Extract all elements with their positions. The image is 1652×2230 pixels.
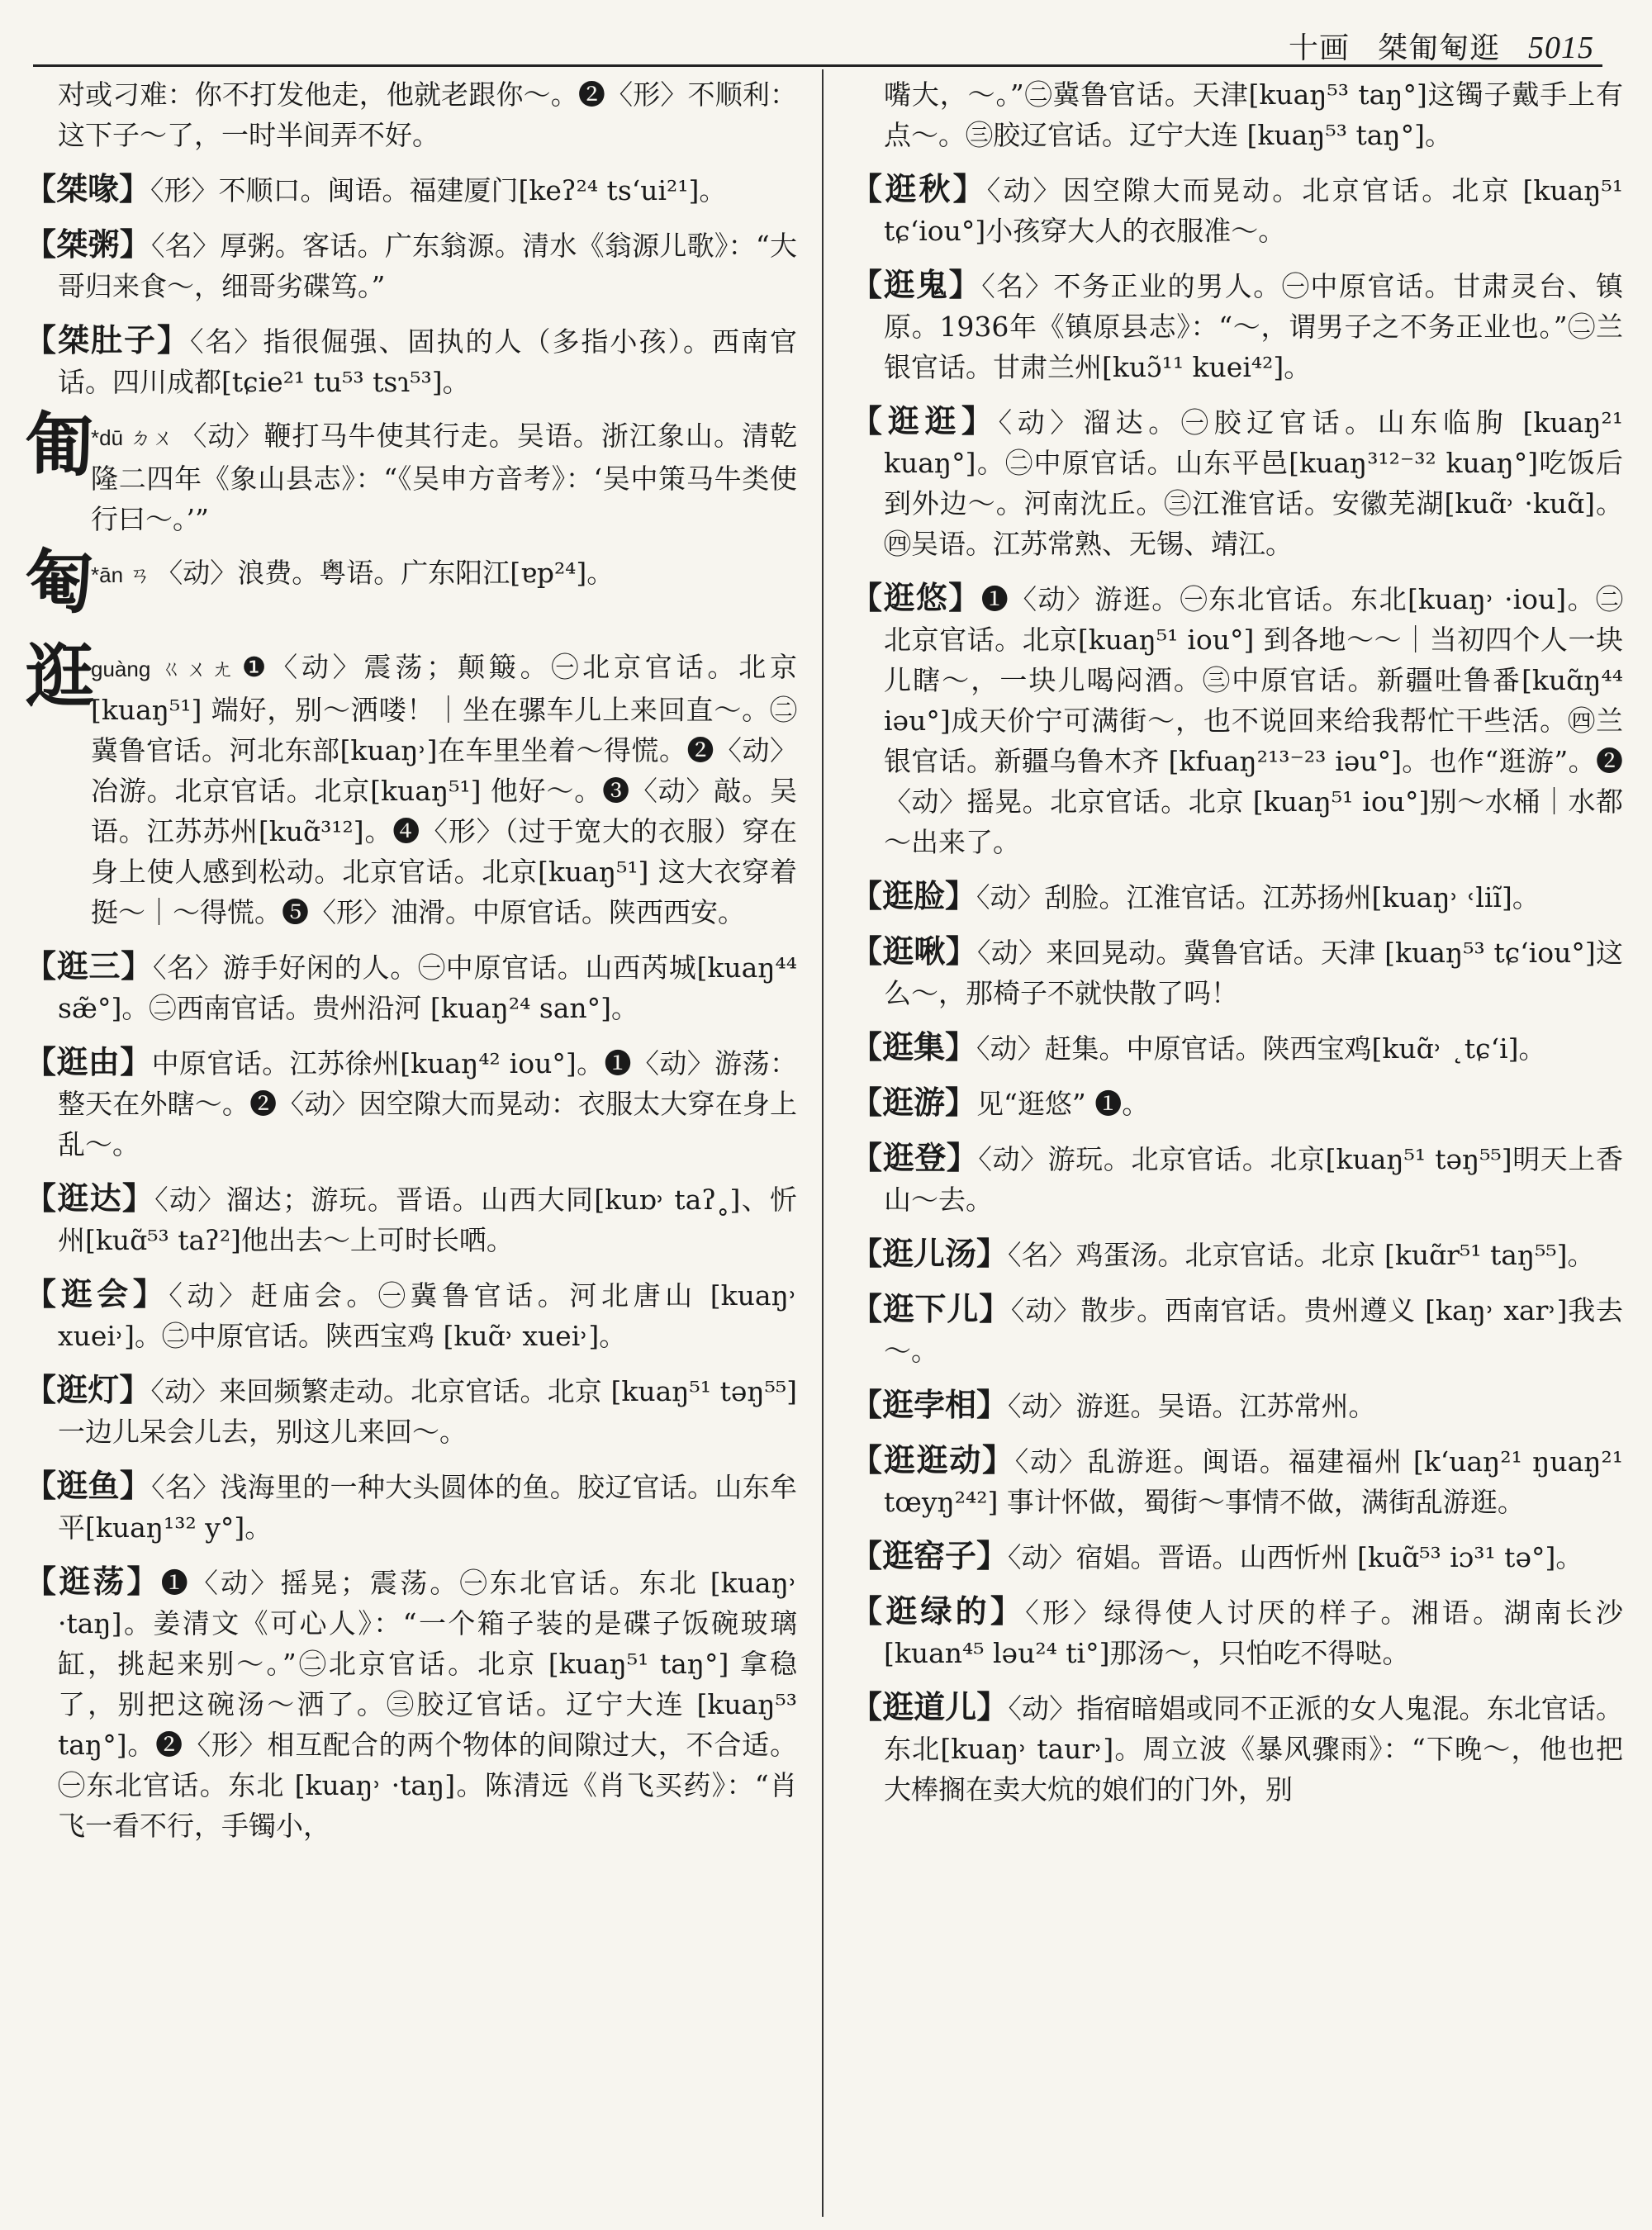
entry-definition: 〈动〉指宿暗娼或同不正派的女人鬼混。东北官话。东北[kuaŋ˒ taur˒]。周立波《暴风骤雨》：“下晚～，他也把大棒搁在卖大炕的娘们的门外，别 xyxy=(884,1692,1623,1805)
entry-headword: 【逛三】 xyxy=(25,947,153,985)
entry-definition: 〈名〉不务正业的男人。㊀中原官话。甘肃灵台、镇原。1936年《镇原县志》：“～，谓男子之不务正业也。”㊁兰银官话。甘肃兰州[kuɔ̃¹¹ kuei⁴²]。 xyxy=(884,270,1623,383)
dictionary-entry xyxy=(25,224,797,306)
dictionary-entry xyxy=(851,1027,1623,1069)
entry-definition: 〈动〉乱游逛。闽语。福建福州 [kʻuaŋ²¹ ŋuaŋ²¹ tœyŋ²⁴²] 事计怀做，蜀街～事情不做，满街乱游逛。 xyxy=(884,1445,1623,1518)
entry-headword: 【逛鱼】 xyxy=(25,1467,152,1504)
entry-definition: 〈动〉散步。西南官话。贵州遵义 [kaŋ˒ xar˒]我去～。 xyxy=(884,1294,1623,1367)
entry-continuation xyxy=(25,74,797,155)
dictionary-entry xyxy=(851,1288,1623,1371)
dictionary-entry xyxy=(851,1137,1623,1220)
entry-definition: 〈动〉鞭打马牛使其行走。吴语。浙江象山。清乾隆二四年《象山县志》：“《吴申方音考》：‘吴中策马牛类使行曰～。’” xyxy=(91,420,797,535)
right-column xyxy=(851,74,1623,2213)
entry-headword: 【逛秋】 xyxy=(851,170,987,207)
entry-definition: 〈形〉绿得使人讨厌的样子。湘语。湖南长沙[kuan⁴⁵ ləu²⁴ ti°]那汤～，只怕吃不得哒。 xyxy=(884,1597,1623,1669)
entry-headword: 【逛登】 xyxy=(851,1139,979,1176)
entry-definition: 〈名〉厚粥。客话。广东翁源。清水《翁源儿歌》：“大哥归来食～，细哥劣碟笃。” xyxy=(58,230,797,302)
entry-definition: 〈动〉游玩。北京官话。北京[kuaŋ⁵¹ təŋ⁵⁵]明天上香山～去。 xyxy=(884,1143,1623,1216)
entry-definition: 对或刁难：你不打发他走，他就老跟你～。❷〈形〉不顺利：这下子～了，一时半间弄不好。 xyxy=(58,78,797,151)
dictionary-entry xyxy=(851,1440,1623,1522)
entry-definition: 见“逛悠” ❶。 xyxy=(976,1088,1150,1120)
entry-definition: 〈形〉不顺口。闽语。福建厦门[keʔ²⁴ tsʻui²¹]。 xyxy=(150,174,727,206)
character-entry xyxy=(25,404,797,539)
entry-definition: 〈动〉游逛。吴语。江苏常州。 xyxy=(1008,1390,1376,1422)
entry-definition: 〈动〉来回频繁走动。北京官话。北京 [kuaŋ⁵¹ təŋ⁵⁵] 一边儿呆会儿去，别这儿来回～。 xyxy=(58,1375,797,1448)
dictionary-entry xyxy=(851,1384,1623,1426)
dictionary-entry xyxy=(25,1041,797,1165)
entry-character: 逛 xyxy=(25,635,95,717)
entry-headword: 【逛逛动】 xyxy=(851,1441,1015,1478)
entry-headword: 【逛荡】 xyxy=(25,1563,161,1600)
entry-headword: 【逛窑子】 xyxy=(851,1537,1009,1574)
entry-headword: 【逛道儿】 xyxy=(851,1688,1009,1725)
entry-definition: 〈动〉宿娼。晋语。山西忻州 [kuɑ̃⁵³ iɔ³¹ tə°]。 xyxy=(1008,1541,1583,1573)
dictionary-entry xyxy=(25,168,797,211)
dictionary-entry xyxy=(851,1082,1623,1124)
page-header xyxy=(33,18,1594,68)
entry-headword: 【逛由】 xyxy=(25,1043,152,1080)
dictionary-entry xyxy=(851,1687,1623,1810)
entry-definition: 〈名〉游手好闲的人。㊀中原官话。山西芮城[kuaŋ⁴⁴ sæ̃°]。㊁西南官话。贵州沿河 [kuaŋ²⁴ san°]。 xyxy=(58,951,797,1024)
entry-headword: 【桀肚子】 xyxy=(25,321,190,358)
dictionary-entry xyxy=(851,577,1623,862)
dictionary-entry xyxy=(851,168,1623,251)
entry-definition: 〈动〉来回晃动。冀鲁官话。天津 [kuaŋ⁵³ tɕʻiou°]这么～，那椅子不就快散了吗！ xyxy=(884,937,1623,1009)
entry-definition: 〈动〉赶庙会。㊀冀鲁官话。河北唐山 [kuaŋ˒ xuei˒]。㊁中原官话。陕西宝鸡 [kuɑ̃˒ xuei˒]。 xyxy=(58,1279,797,1352)
header-rule xyxy=(33,64,1602,67)
entry-definition: ❶〈动〉摇晃；震荡。㊀东北官话。东北 [kuaŋ˒ ·taŋ]。姜清文《可心人》：“一个箱子装的是碟子饭碗玻璃缸，挑起来别～。”㊁北京官话。北京 [kuaŋ⁵¹ taŋ°] 拿稳了，别把这碗汤～洒了。㊂胶辽官话。辽宁大连 [kuaŋ⁵³ taŋ°]。❷〈形〉相互配合的两个物体的间隙过大，不合适。㊀东北官话。东北 [kuaŋ˒ ·taŋ]。陈清远《肖飞买药》：“肖飞一看不行，手镯小， xyxy=(58,1567,797,1842)
dictionary-entry xyxy=(851,1591,1623,1673)
entry-definition: 中原官话。江苏徐州[kuaŋ⁴² iou°]。❶〈动〉游荡：整天在外瞎～。❷〈动〉因空隙大而晃动：衣服太大穿在身上乱～。 xyxy=(58,1047,797,1160)
dictionary-entry xyxy=(25,946,797,1028)
character-entry xyxy=(25,635,797,932)
entry-headword: 【逛游】 xyxy=(851,1084,977,1121)
entry-definition: ❶〈动〉游逛。㊀东北官话。东北[kuaŋ˒ ·iou]。㊁北京官话。北京[kuaŋ⁵¹ iou°] 到各地～～｜当初四个人一块儿瞎～，一块儿喝闷酒。㊂中原官话。新疆吐鲁番[kuɑ̃ŋ⁴⁴ iəu°]成天价宁可满街～，也不说回来给我帮忙干些活。㊃兰银官话。新疆乌鲁木齐 [kfuaŋ²¹³⁻²³ iəu°]。也作“逛游”。❷〈动〉摇晃。北京官话。北京 [kuaŋ⁵¹ iou°]别～水桶｜水都～出来了。 xyxy=(884,583,1623,858)
entry-headword: 【逛啾】 xyxy=(851,932,978,970)
entry-definition: 〈动〉刮脸。江淮官话。江苏扬州[kuaŋ˒ ˓liĩ]。 xyxy=(976,881,1540,913)
entry-continuation xyxy=(851,74,1623,155)
entry-headword: 【逛脸】 xyxy=(851,877,977,914)
entry-definition: 〈动〉浪费。粤语。广东阳江[ɐp²⁴]。 xyxy=(155,557,615,589)
dictionary-entry xyxy=(851,401,1623,564)
entry-headword: 【逛达】 xyxy=(25,1179,155,1217)
left-column xyxy=(25,74,797,2213)
dictionary-entry xyxy=(25,1178,797,1260)
entry-headword: 【逛儿汤】 xyxy=(851,1235,1009,1272)
dictionary-entry xyxy=(25,1465,797,1548)
character-entry xyxy=(25,541,797,633)
entry-definition: 〈动〉因空隙大而晃动。北京官话。北京 [kuaŋ⁵¹ tɕʻiou°]小孩穿大人的衣服准～。 xyxy=(884,174,1623,247)
dictionary-entry xyxy=(25,1369,797,1452)
entry-character: 匎 xyxy=(25,541,95,623)
entry-headword: 【逛鬼】 xyxy=(851,266,982,303)
header-characters: 桀匍匎逛 xyxy=(1377,31,1500,65)
entry-romanization: *dū ㄉㄨ xyxy=(91,425,175,450)
entry-definition: 嘴大，～。”㊁冀鲁官话。天津[kuaŋ⁵³ taŋ°]这镯子戴手上有点～。㊂胶辽官话。辽宁大连 [kuaŋ⁵³ taŋ°]。 xyxy=(884,78,1623,151)
dictionary-entry xyxy=(851,1233,1623,1275)
entry-headword: 【逛集】 xyxy=(851,1028,977,1065)
entry-headword: 【逛孛相】 xyxy=(851,1386,1009,1423)
entry-headword: 【逛逛】 xyxy=(851,402,999,439)
entry-romanization: *ān ㄢ xyxy=(91,562,151,587)
entry-headword: 【逛会】 xyxy=(25,1275,169,1312)
entry-character: 匍 xyxy=(25,404,95,486)
dictionary-entry xyxy=(851,1535,1623,1578)
entry-headword: 【桀粥】 xyxy=(25,225,152,263)
dictionary-entry xyxy=(851,931,1623,1013)
dictionary-entry xyxy=(851,264,1623,387)
header-section: 十画 xyxy=(1288,31,1350,65)
entry-headword: 【逛下儿】 xyxy=(851,1290,1011,1327)
dictionary-entry xyxy=(25,320,797,402)
entry-romanization: guàng ㄍㄨㄤ xyxy=(91,657,237,681)
entry-definition: ❶〈动〉震荡；颠簸。㊀北京官话。北京[kuaŋ⁵¹] 端好，别～洒喽！｜坐在骡车儿上来回直～。㊁冀鲁官话。河北东部[kuaŋ˒]在车里坐着～得慌。❷〈动〉冶游。北京官话。北京[kuaŋ⁵¹] 他好～。❸〈动〉敲。吴语。江苏苏州[kuɑ̃³¹²]。❹〈形〉（过于宽大的衣服）穿在身上使人感到松动。北京官话。北京[kuaŋ⁵¹] 这大衣穿着挺～｜～得慌。❺〈形〉油滑。中原官话。陕西西安。 xyxy=(91,651,797,928)
entry-definition: 〈名〉鸡蛋汤。北京官话。北京 [kuɑ̃r⁵¹ taŋ⁵⁵]。 xyxy=(1008,1239,1595,1271)
header-text xyxy=(1260,25,1594,67)
entry-headword: 【桀喙】 xyxy=(25,170,151,207)
entry-definition: 〈动〉赶集。中原官话。陕西宝鸡[kuɑ̃˒ ˛tɕʻi]。 xyxy=(976,1032,1546,1065)
entry-definition: 〈动〉溜达。㊀胶辽官话。山东临朐 [kuaŋ²¹ kuaŋ°]。㊁中原官话。山东平邑[kuaŋ³¹²⁻³² kuaŋ°]吃饭后到外边～。河南沈丘。㊂江淮官话。安徽芜湖[kuɑ̃˒ ·kuɑ̃]。㊃吴语。江苏常熟、无锡、靖江。 xyxy=(884,406,1623,560)
entry-definition: 〈名〉指很倔强、固执的人（多指小孩）。西南官话。四川成都[tɕie²¹ tu⁵³ tsɿ⁵³]。 xyxy=(58,325,797,398)
entry-definition: 〈动〉溜达；游玩。晋语。山西大同[kuɒ˒ taʔ˳]、忻州[kuɑ̃⁵³ taʔ²]他出去～上可时长哂。 xyxy=(58,1184,797,1256)
page-number: 5015 xyxy=(1528,31,1594,65)
dictionary-entry xyxy=(25,1561,797,1846)
entry-definition: 〈名〉浅海里的一种大头圆体的鱼。胶辽官话。山东牟平[kuaŋ¹³² y°]。 xyxy=(58,1471,797,1544)
dictionary-entry xyxy=(851,875,1623,918)
dictionary-entry xyxy=(25,1274,797,1356)
column-divider xyxy=(822,69,824,2217)
entry-headword: 【逛绿的】 xyxy=(851,1592,1026,1630)
entry-headword: 【逛悠】 xyxy=(851,579,981,616)
entry-headword: 【逛灯】 xyxy=(25,1371,151,1408)
